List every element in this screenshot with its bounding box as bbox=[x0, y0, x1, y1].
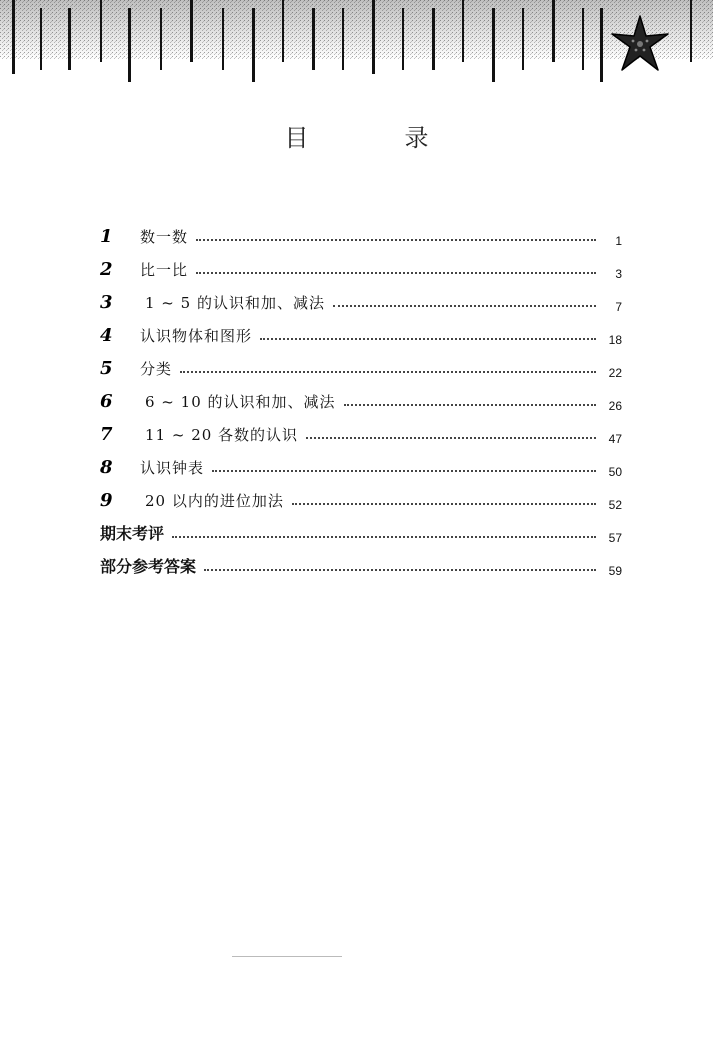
toc-entry-1[interactable] bbox=[100, 214, 622, 247]
page-number: 7 bbox=[615, 300, 622, 314]
chapter-title: 20 以内的进位加法 bbox=[145, 492, 284, 510]
scan-artifact bbox=[232, 956, 342, 957]
stripe bbox=[68, 8, 71, 70]
toc-entry-2[interactable] bbox=[100, 247, 622, 280]
page-number: 18 bbox=[608, 333, 622, 347]
toc-entry-6[interactable] bbox=[100, 379, 622, 412]
stripe bbox=[492, 8, 495, 82]
chapter-number: 4 bbox=[100, 325, 113, 346]
stripe bbox=[522, 8, 524, 70]
toc-entry-7[interactable] bbox=[100, 412, 622, 445]
toc-entry-final-exam[interactable] bbox=[100, 511, 622, 544]
page-number: 50 bbox=[608, 465, 622, 479]
chapter-number: 2 bbox=[100, 259, 113, 280]
chapter-title: 1 ~ 5 的认识和加、减法 bbox=[145, 294, 325, 312]
dot-leader bbox=[333, 305, 596, 307]
stripe bbox=[552, 0, 555, 62]
dot-leader bbox=[292, 503, 596, 505]
dot-leader bbox=[180, 371, 596, 373]
chapter-number: 8 bbox=[100, 457, 113, 478]
chapter-number: 6 bbox=[100, 391, 113, 412]
chapter-number: 3 bbox=[100, 292, 113, 313]
starfish-icon bbox=[608, 14, 672, 74]
dot-leader bbox=[306, 437, 596, 439]
page-number: 57 bbox=[608, 531, 622, 545]
section-title: 部分参考答案 bbox=[100, 557, 197, 576]
dot-leader bbox=[260, 338, 596, 340]
stripe bbox=[600, 8, 603, 82]
table-of-contents bbox=[100, 214, 622, 577]
dot-leader bbox=[196, 239, 596, 241]
stripe bbox=[372, 0, 375, 74]
dot-leader bbox=[204, 569, 596, 571]
chapter-number: 7 bbox=[100, 424, 113, 445]
chapter-title: 认识物体和图形 bbox=[140, 327, 253, 345]
stripe bbox=[12, 0, 15, 74]
stripe bbox=[222, 8, 224, 70]
section-title: 期末考评 bbox=[100, 524, 165, 543]
dot-leader bbox=[196, 272, 596, 274]
chapter-number: 9 bbox=[100, 490, 113, 511]
dot-leader bbox=[212, 470, 596, 472]
stripe bbox=[582, 8, 584, 70]
toc-entry-4[interactable] bbox=[100, 313, 622, 346]
stripe bbox=[432, 8, 435, 70]
stripe bbox=[282, 0, 284, 62]
stripe bbox=[462, 0, 464, 62]
page-title: 目 录 bbox=[284, 124, 465, 152]
chapter-title: 比一比 bbox=[140, 261, 189, 279]
toc-entry-5[interactable] bbox=[100, 346, 622, 379]
page-number: 59 bbox=[608, 564, 622, 578]
stripe bbox=[128, 8, 131, 82]
chapter-title: 分类 bbox=[140, 360, 173, 378]
stripe bbox=[402, 8, 404, 70]
stripe bbox=[100, 0, 102, 62]
stripe bbox=[690, 0, 692, 62]
stripe bbox=[252, 8, 255, 82]
dot-leader bbox=[172, 536, 596, 538]
chapter-number: 1 bbox=[100, 226, 113, 247]
chapter-title: 数一数 bbox=[140, 228, 189, 246]
toc-entry-9[interactable] bbox=[100, 478, 622, 511]
chapter-title: 认识钟表 bbox=[140, 459, 205, 477]
header-decoration bbox=[0, 0, 713, 82]
page-number: 3 bbox=[615, 267, 622, 281]
dot-leader bbox=[344, 404, 596, 406]
chapter-title: 6 ~ 10 的认识和加、减法 bbox=[145, 393, 336, 411]
page-number: 1 bbox=[615, 234, 622, 248]
page-number: 47 bbox=[608, 432, 622, 446]
toc-entry-3[interactable] bbox=[100, 280, 622, 313]
stripe bbox=[160, 8, 162, 70]
toc-entry-answers[interactable] bbox=[100, 544, 622, 577]
page-number: 26 bbox=[608, 399, 622, 413]
chapter-title: 11 ~ 20 各数的认识 bbox=[145, 426, 299, 444]
stripe bbox=[342, 8, 344, 70]
chapter-number: 5 bbox=[100, 358, 113, 379]
toc-entry-8[interactable] bbox=[100, 445, 622, 478]
stripe bbox=[312, 8, 315, 70]
stripe bbox=[190, 0, 193, 62]
stripe-pattern bbox=[0, 0, 713, 82]
stripe bbox=[40, 8, 42, 70]
page-number: 22 bbox=[608, 366, 622, 380]
page-number: 52 bbox=[608, 498, 622, 512]
